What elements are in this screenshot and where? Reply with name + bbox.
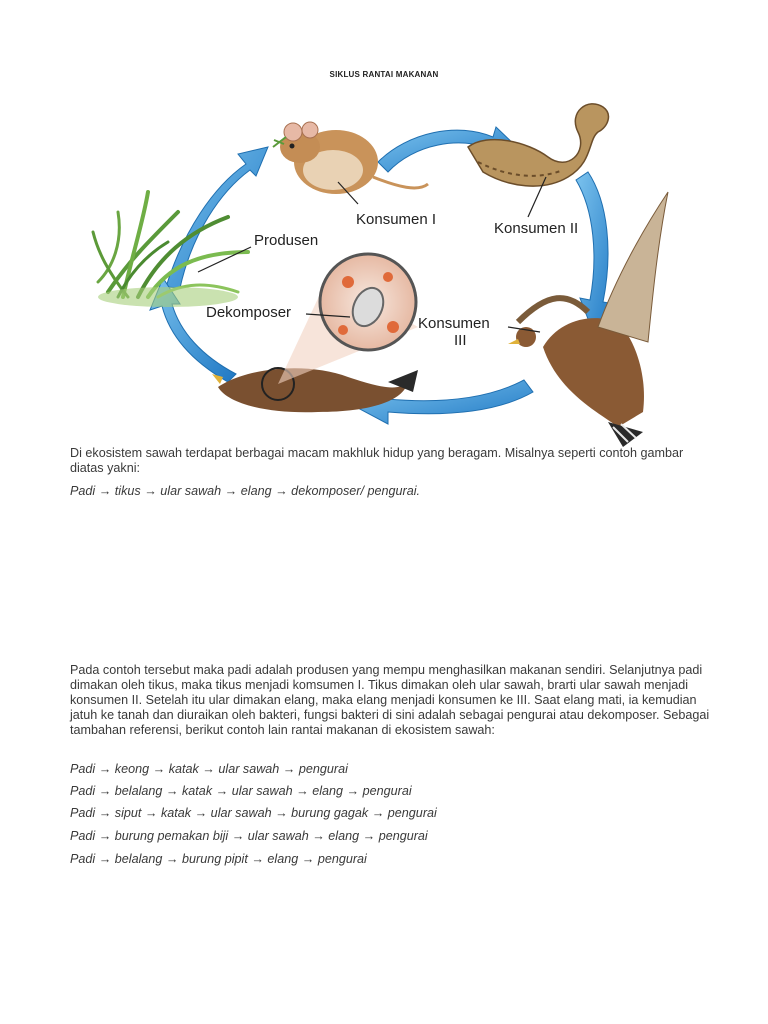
label-konsumen-1: Konsumen I [356,211,437,228]
chain-item-3: Padi → siput → katak → ular sawah → burung gagak → pengurai [70,806,437,820]
food-chain-diagram [88,92,688,447]
magnifier-bacteria-illustration [278,254,418,384]
chain-item-1: Padi → keong → katak → ular sawah → pengurai [70,762,348,776]
label-dekomposer: Dekomposer [206,304,292,321]
chain-item-5: Padi → belalang → burung pipit → elang → pengurai [70,852,367,866]
chain-item-2: Padi → belalang → katak → ular sawah → elang → pengurai [70,784,412,798]
label-konsumen-3-numeral: III [454,332,467,349]
document-title: SIKLUS RANTAI MAKANAN [329,70,439,79]
chain-item-4: Padi → burung pemakan biji → ular sawah → elang → pengurai [70,829,428,843]
example-chain: Padi → tikus → ular sawah → elang → dekomposer/ pengurai. [70,484,420,498]
intro-paragraph: Di ekosistem sawah terdapat berbagai macam makhluk hidup yang beragam. Misalnya seperti contoh gambar diatas yakni: [70,446,684,475]
label-konsumen-2: Konsumen II [494,220,579,237]
explanation-paragraph: Pada contoh tersebut maka padi adalah produsen yang mempu menghasilkan makanan sendiri. Selanjutnya padi dimakan oleh tikus, maka tikus menjadi komsumen I. Tikus dimakan oleh ular sawah, brarti ular sawah menjadi konsumen II. Setelah itu ular dimakan elang, maka elang menjadi konsumen ke III. Saat elang mati, ia kemudian jatuh ke tanah dan diuraikan oleh bakteri, fungsi bakteri di sini adalah sebagai pengurai atau dekomposer. Sebagai tambahan referensi, berikut contoh lain rantai makanan di ekosistem sawah: [70,663,710,737]
label-konsumen-3: Konsumen [418,315,490,332]
label-produsen: Produsen [254,232,319,249]
grass-illustration [93,192,248,307]
